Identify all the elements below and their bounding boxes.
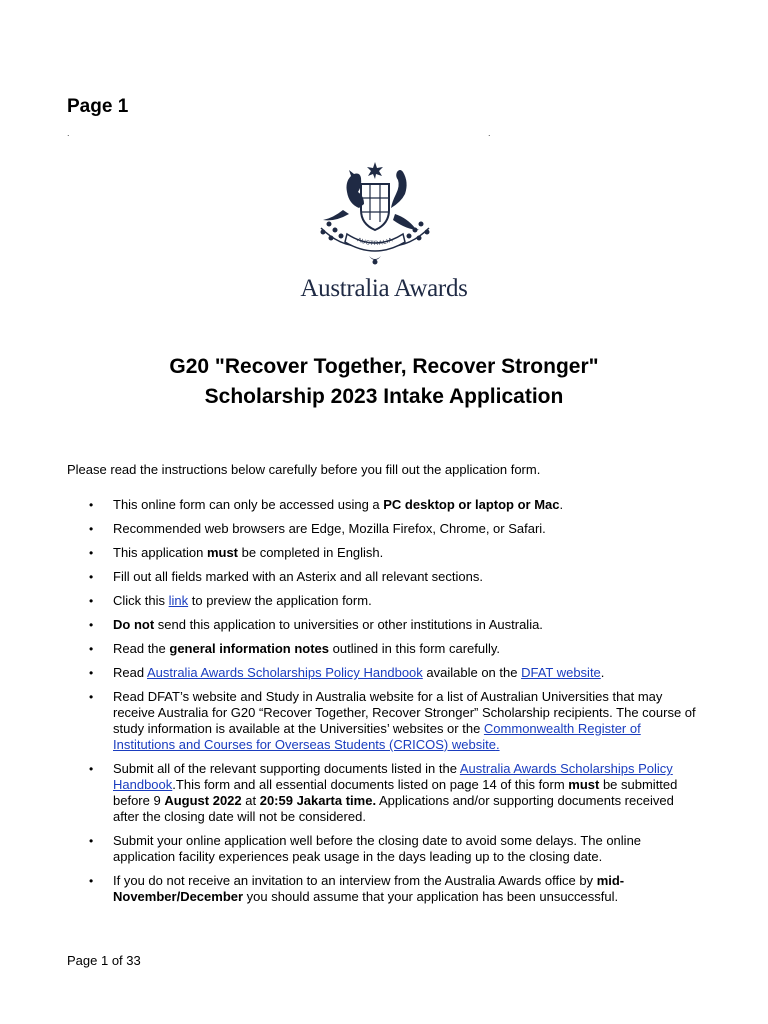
australian-coat-of-arms-icon <box>309 158 441 270</box>
form-title-line-1: G20 "Recover Together, Recover Stronger" <box>169 355 599 378</box>
list-item: • This online form can only be accessed using a PC desktop or laptop or Mac. <box>67 497 697 513</box>
list-item: • If you do not receive an invitation to an interview from the Australia Awards office by mid-November/December you should assume that your application has been unsuccessful. <box>67 873 697 905</box>
dot-left: . <box>67 128 70 138</box>
instruction-list <box>67 497 697 913</box>
list-item: • Read Australia Awards Scholarships Policy Handbook available on the DFAT website. <box>67 665 697 681</box>
form-title-line-2: Scholarship 2023 Intake Application <box>204 385 564 408</box>
policy-handbook-link-2[interactable]: Australia Awards Scholarships Policy Handbook <box>113 761 673 792</box>
dot-right: . <box>488 128 491 138</box>
dfat-website-link[interactable]: DFAT website <box>521 665 601 680</box>
preview-form-link[interactable]: link <box>168 593 189 608</box>
australia-awards-logo-text: Australia Awards <box>300 275 468 302</box>
policy-handbook-link[interactable]: Australia Awards Scholarships Policy Handbook <box>146 665 423 680</box>
list-item: • Read DFAT’s website and Study in Australia website for a list of Australian Universities that may receive Australia for G20 “Recover Together, Recover Stronger” Scholarship recipients. The course of study information is available at the Universities’ websites or the Commonwealth Register of Institutions and Courses for Overseas Students (CRICOS) website. <box>67 689 697 753</box>
list-item: • Recommended web browsers are Edge, Mozilla Firefox, Chrome, or Safari. <box>67 521 697 537</box>
page-heading: Page 1 <box>67 96 129 117</box>
list-item: • Do not send this application to universities or other institutions in Australia. <box>67 617 697 633</box>
crest-banner-text: AUSTRALIA <box>355 237 395 248</box>
intro-text: Please read the instructions below carefully before you fill out the application form. <box>67 462 541 477</box>
list-item: • Submit all of the relevant supporting documents listed in the Australia Awards Scholarships Policy Handbook.This form and all essential documents listed on page 14 of this form must be submitted before 9 August 2022 at 20:59 Jakarta time. Applications and/or supporting documents received after the closing date will not be considered. <box>67 761 697 825</box>
cricos-website-link[interactable]: Commonwealth Register of Institutions and Courses for Overseas Students (CRICOS) website. <box>113 721 641 752</box>
list-item: • Read the general information notes outlined in this form carefully. <box>67 641 697 657</box>
list-item: • This application must be completed in English. <box>67 545 697 561</box>
list-item: • Click this link to preview the application form. <box>67 593 697 609</box>
list-item: • Fill out all fields marked with an Asterix and all relevant sections. <box>67 569 697 585</box>
page-footer: Page 1 of 33 <box>67 953 141 968</box>
form-title <box>0 352 768 412</box>
list-item: • Submit your online application well before the closing date to avoid some delays. The online application facility experiences peak usage in the days leading up to the closing date. <box>67 833 697 865</box>
